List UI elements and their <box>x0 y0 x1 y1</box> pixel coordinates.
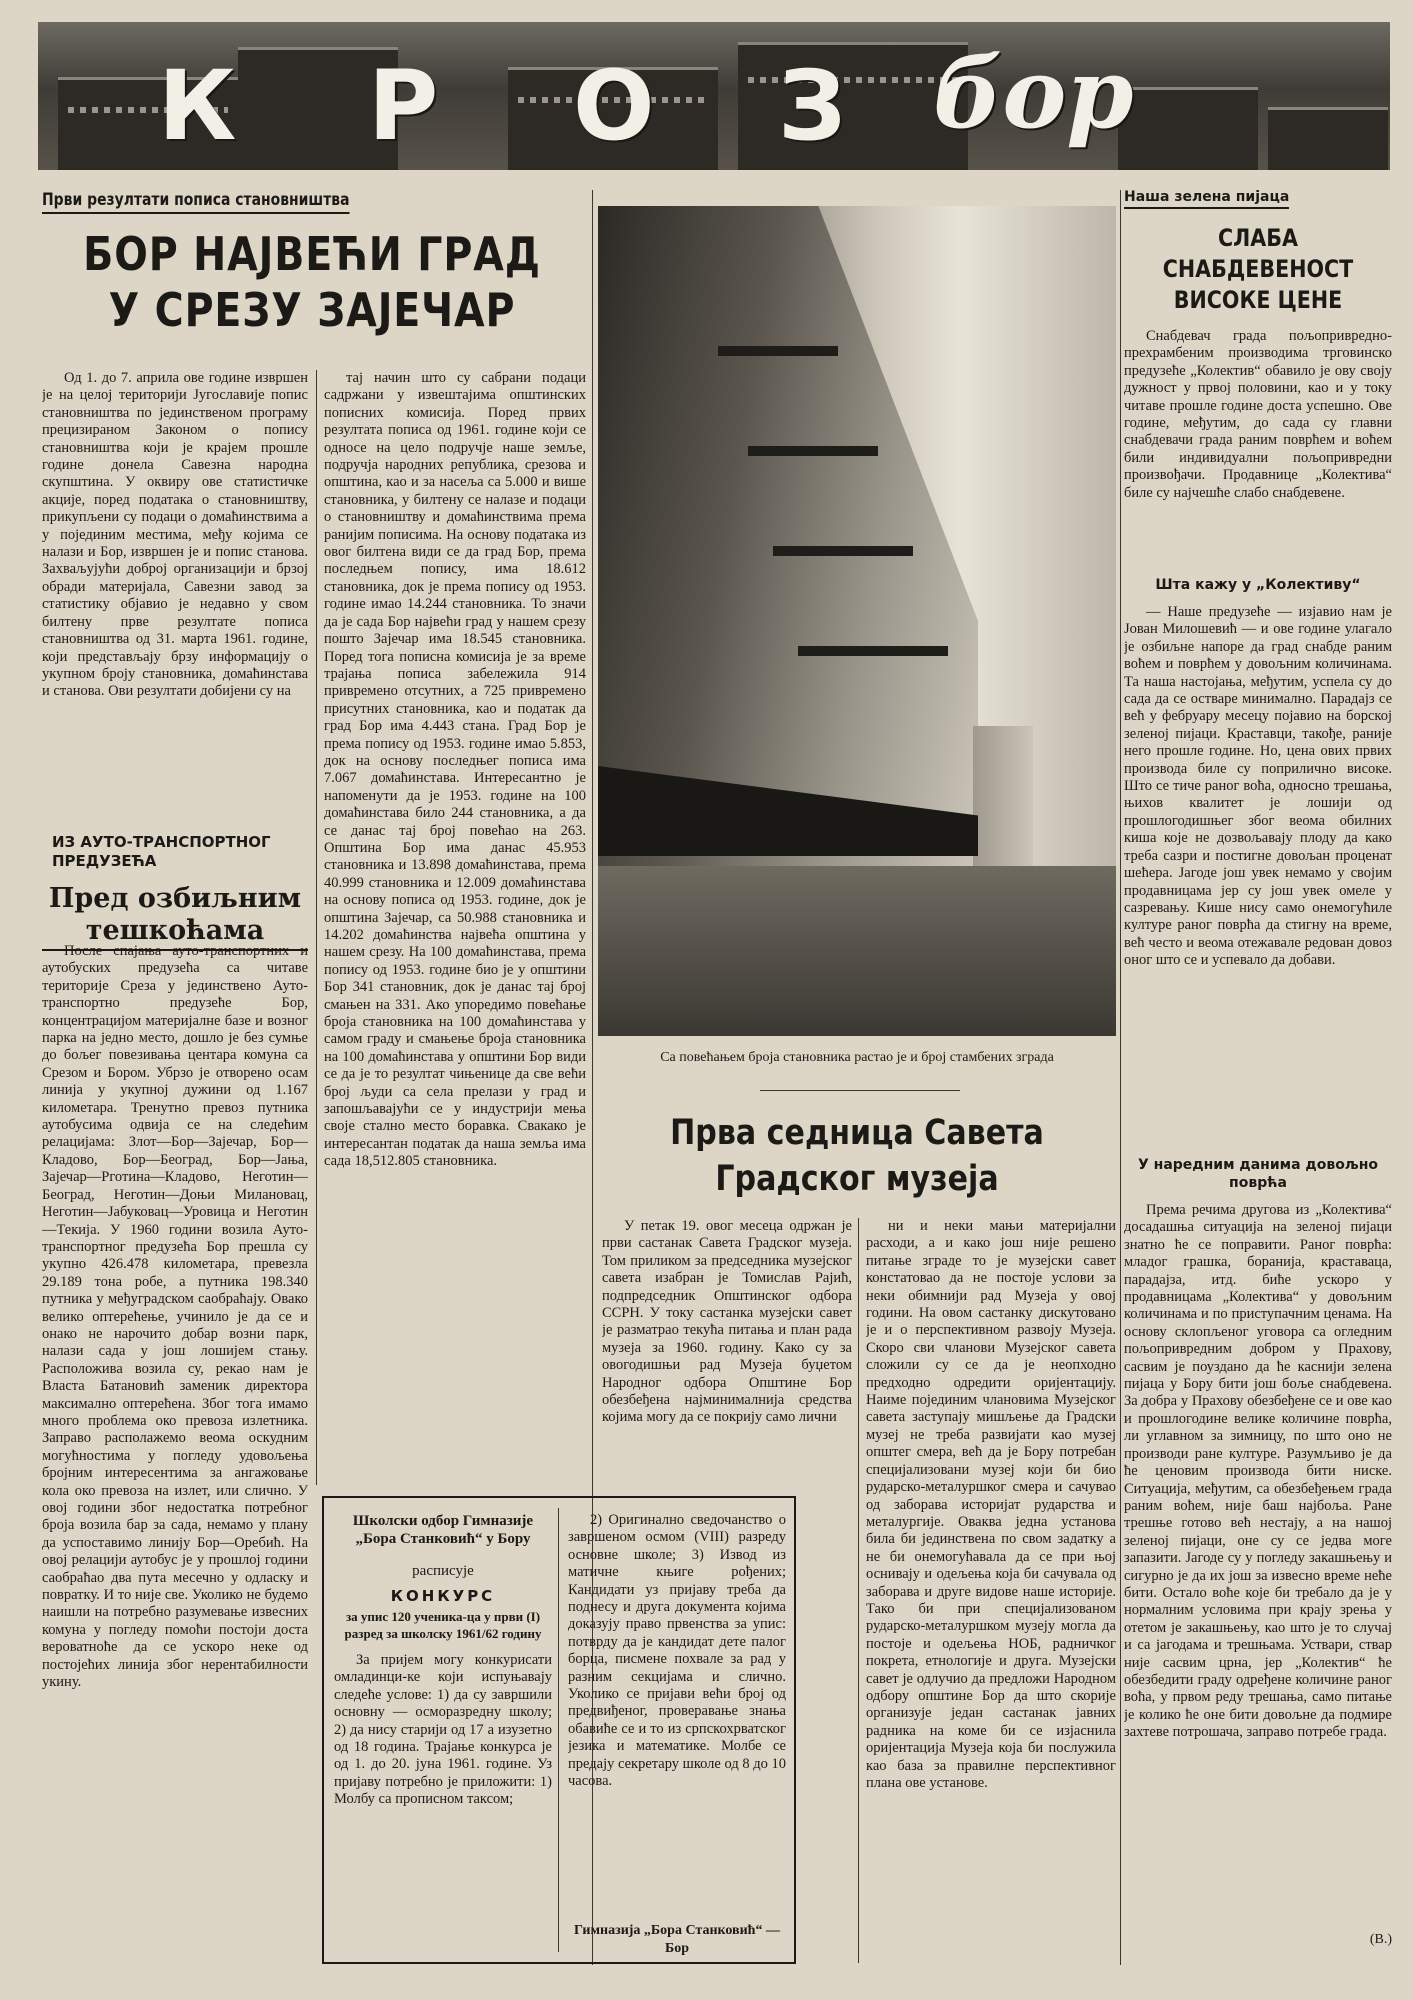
school-notice-right <box>568 1512 786 1958</box>
market-article <box>1124 186 1392 1948</box>
main-article-header <box>42 190 582 338</box>
school-notice-col1: За пријем могу конкурисати омладинци-ке који испуњавају следеће услове: 1) да су завршили основну — осморазредну школу; 2) да нису старији од 17 а изузетно од 18 година. Трајање конкурса је од 1. до 20. јуна 1961. године. Уз пријаву потребно је приложити: 1) Молбу са прописном таксом; <box>334 1652 552 1808</box>
photo-balcony <box>798 646 948 656</box>
transport-article-header <box>42 833 308 951</box>
market-title-line1: СЛАБА СНАБДЕВЕНОСТ <box>1162 224 1354 283</box>
building-silhouette <box>1118 87 1258 170</box>
market-title-line2: ВИСОКЕ ЦЕНЕ <box>1173 286 1343 314</box>
main-article-col2: тај начин што су сабрани подаци садржани у извештајима општинских пописних комисија. Поред првих резултата пописа од 1961. године који се односе на цело подручје наше земље, подручја народних република, срезова и општина, као и за насеља са 5.000 и више становника, у билтену се налазе и подаци о становништву и домаћинствима према ранијим пописима. На основу података из овог билтена види се да град Бор, према последњем попису, има 18.612 становника, док је према попису од 1953. године имао 14.244 становника. То значи да је сада Бор највећи град у нашем срезу пошто Зајечар има 18.545 становника. Поред тога пописна комисија је за време трајања пописа забележила 914 привремено отсутних, а 725 привремено присутних становника, као и податак да град Бор има 4.443 стана. Град Бор је према попису од 1953. године имао 5.853, док на основу последњег пописа има 7.067 домаћинстава. Интересантно је напоменути да је 1953. године на 100 домаћинстава било 244 становника, а да се данас тај број повећао на 263. Општина Бор има данас 45.953 становника и 13.898 домаћинстава, према 40.999 становника и 12.009 домаћинстава на основу пописа од 1953. године, док је општина Зајечар, са 50.988 становника и 14.202 домаћинства највећа општина у нашем срезу. На 100 домаћинстава, према попису од 1953. године био је у општини Бор 341 становник, док је данас тај број смањен на 331. Ако упоредимо повећање броја становника на 100 домаћинстава у самом граду и смањење броја становника на 100 домаћинстава у општини Бор види се да је то резултат чињенице да све већи број људи са села прелази у град и запошљавајући се у индустрији мења своје стално место боравка. Свакако је интересантан податак да наша земља има сада 18,512.805 становника. <box>324 370 586 1170</box>
market-article-kicker: Наша зелена пијаца <box>1124 189 1289 209</box>
column-rule <box>316 370 317 1485</box>
photo-balcony <box>773 546 913 556</box>
masthead-banner <box>38 22 1390 170</box>
masthead-letter: З <box>778 50 847 162</box>
school-notice-box <box>322 1496 796 1964</box>
museum-title-line2: Градског музеја <box>715 1159 999 1199</box>
museum-article-col1: У петак 19. овог месеца одржан је први састанак Савета Градског музеја. Том приликом за председника музејског савета изабран је Томислав Рајић, подпредседник Општинског одбора ССРН. У току састанка музејски савет је разматрао текућа питања и план рада музеја за 1960. годину. Како су за овогодишњи рад Музеја буџетом Народног одбора Општине Бор обезбеђена најминималнија средства којима могу да се покрију само лични <box>602 1218 852 1426</box>
market-author: (В.) <box>1369 1932 1392 1947</box>
masthead-city: бор <box>933 37 1134 150</box>
market-subhead2: У наредним данима довољно поврћа <box>1138 1157 1378 1191</box>
transport-article-title: Пред озбиљним тешкоћама <box>42 883 308 951</box>
transport-article-kicker: ИЗ АУТО-ТРАНСПОРТНОГ ПРЕДУЗЕЋА <box>52 833 271 870</box>
market-text3: Према речима другова из „Колектива“ досадашња ситуација на зеленој пијаци знатно ће се поправити. Раног поврћа: младог грашка, боранија, краставаца, парадајза, итд. биће ускоро у продавницама „Колектива“ у довољним количинама и по приступачним ценама. На основу склопљеног уговора са огледним пољопривредним добром у Прахову, сасвим је поуздано да ће каснији зелена пијаца у Бору бити још боље снабдевена. За добра у Прахову обезбеђене се и ове као и прошлогодине велике количине поврћа, ли углавном за зимницу, по што оно не производи ране културе. Разумљиво је да ће ценовим производа бити ниске. Ситуација, међутим, са обезбеђењем града раним воћем, није баш најбоља. Ране трешње готово већ нестају, а на нашој зеленој пијаци, оне су се једва моге запазити. Јагоде су у погледу закашњењу и сигурно је да их још за извесно време неће бити. Остало воће које би требало да је у нормалним условима при крају зрења у отетом је закашњењу, као што је то случај и са јагодама и трешњама. Уствари, ствар није сасвим црна, јер „Колектив“ ће обезбедити граду одређене количине раног воћа, у првом реду трешања, само питање је колико ће оне бити довољне да подмире захтеве потрошача, заправо потребе града. <box>1124 1202 1392 1741</box>
masthead-letter: О <box>573 50 655 162</box>
column-rule <box>1120 190 1121 1965</box>
column-rule <box>858 1218 859 1963</box>
building-photo <box>598 206 1116 1036</box>
main-article-title-line1: БОР НАЈВЕЋИ ГРАД <box>83 227 541 281</box>
school-notice-header: Школски одбор Гимназије „Бора Станковић“ у Бору <box>352 1513 534 1547</box>
photo-balcony <box>748 446 878 456</box>
school-notice-signature: Гимназија „Бора Станковић“ — Бор <box>574 1923 780 1956</box>
school-notice-left <box>334 1512 552 1900</box>
building-silhouette <box>1268 107 1388 170</box>
market-text1: Снабдевач града пољопривредно-прехрамбеним производима трговинско предузеће „Колектив“ обавило је ову своју дужност у првој половини, као и у току читаве прошле године доста успешно. Ове године, међутим, до сада су главни снабдевачи града раним поврћем и воћем били индивидуални пољопривредни произвођачи. Продавнице „Колектива“ биле су најчешће слабо снабдевене. <box>1124 328 1392 501</box>
transport-article-text: После спајања ауто-транспортних и аутобуских предузећа са читаве територије Среза у јединствено Ауто-транспортно предузеће Бор, концентрацијом материјалне базе и возног парка на једно место, дошло је без сумње до бољег повезивања центара комуна са Срезом и Бором. Убрзо је отворено осам линија у укупној дужини од 1.167 километара. Тренутно превоз путника аутобусима одвија се на следећим релацијама: Злот—Бор—Зајечар, Бор—Кладово, Бор—Београд, Бор—Јања, Зајечар—Рготина—Кладово, Неготин—Београд, Неготин—Доњи Милановац, Неготин—Јабуковац—Уровица и Неготин—Текија. У 1960 години возила Ауто-транспортног предузећа Бор прешла су укупно 426.478 километара, превезла 29.189 тона робе, а путника 198.340 путника у међуградском саобраћају. Овако велико оптерећење, учинило је да се и онако не нарочито добар возни парк, налази сада у још лошијем стању. Расположива возила су, рекао нам је Власта Батановић заменик директора максимално оптерећена. Због тога имамо много проблема око превоза излетника. Заправо располажемо веома оскудним могућностима у погледу удовољења бројним интересентима за ангажовање кола око превоза на излет, или слично. У овој години због недостатка потребног броја возила бар за сада, немамо у плану да успоставимо линију Бор—Оребић. На овој релацији аутобус је у прошлој години саобраћао два пута месечно у одласку и повратку. И то није све. Уколико не будемо наишли на потребно разумевање извесних комуна у погледу помоћи постоји доста вероватноће да се ускоро неке од постојећих линија због нерентабилности укину. <box>42 943 308 1691</box>
museum-article-col2: ни и неки мањи материјални расходи, а и како још није решено питање зграде то је музејски савет констатовао да не постоје услови за неки обимнији рад Музеја у овој години. На овом састанку дискутовано је и о перспективном развоју Музеја. Скоро сви чланови Музејског савета сложили су се да је неопходно предходно одредити оријентацију. Наиме појединим члановима Музејског савета заступају мишљење да Градски музеј не треба развијати као музеј општег смера, већ да је Бору потребан специјализовани музеј који би био рударско-металуршког смера и сачувао од заборава историјат рударства и металургије. Оваква једна установа била би јединствена по свом задатку а не би онемогућавала да се при њој оснивају и одељења која би сачувала од заборава и друге видове наше историје. Тако би при специјализованом рударско-металуршком музеју могла да постоје и одељења НОБ, радничког покрета, етнологије и друга. Музејски савет је одлучио да предложи Народном одбору општине Бор да што скорије организује један састанак јавних радника на коме би се изјаснила оријентација Музеја која би послужила као база за правилне перспективног плана ове установе. <box>866 1218 1116 1791</box>
school-notice-title: КОНКУРС <box>390 1587 496 1605</box>
masthead-letter: К <box>158 50 237 162</box>
main-article-kicker: Први резултати пописа становништва <box>42 190 350 214</box>
museum-title-line1: Прва седница Савета <box>670 1113 1044 1153</box>
museum-article-title <box>634 1110 1079 1202</box>
market-text2: — Наше предузеће — изјавио нам је Јован Милошевић — и ове године улагало је озбиљне напоре да град снабде раним воћем и поврћем у довољним количинама. Та наша настојања, међутим, успела су до сада да се остваре минимално. Парадајз се већ у фебруару месецу појавио на борској зеленој пијаци. Краставци, такође, раније него прошле године. Но, цена ових првих производа биле су поприлично високе. Што се тиче раног воћа, односно трешања, њихов квалитет је лошији од прошлогодишњег због веома обилних киша које не дозвољавају плоду да како треба сазри и постигне довољан проценат шећера. Јагоде још увек немамо у својим продавницама јер су још увек омеле у сазревању. Кише нису само онемогућиле културе раног поврћа да стигну на време, већ често и веома отежавале редован довоз оног што се и успевало да добави. <box>1124 604 1392 969</box>
market-subhead1: Шта кажу у „Колективу“ <box>1155 577 1361 593</box>
main-article-title-line2: У СРЕЗУ ЗАЈЕЧАР <box>108 283 516 337</box>
masthead-letter: Р <box>368 50 439 162</box>
school-notice-col2: 2) Оригинално сведочанство о завршеном осмом (VIII) разреду основне школе; 3) Извод из матичне књиге рођених; Кандидати уз пријаву треба да поднесу и друга документа којима доказују право првенства за упис: потврду да је кандидат дете палог борца, писмене похвале за рад у разним секцијама и слично. Уколико се пријави већи број од предвиђеног, проверавање знања обавиће се и то из српскохрватског језика и математике. Молбе се предају секретару школе од 8 до 10 часова. <box>568 1512 786 1790</box>
photo-balcony <box>718 346 838 356</box>
column-rule <box>558 1508 559 1952</box>
school-notice-announces: расписује <box>412 1563 474 1579</box>
photo-street <box>598 866 1116 1036</box>
photo-caption: Са повећањем броја становника растао је и број стамбених зграда <box>660 1050 1054 1065</box>
caption-rule <box>760 1090 960 1091</box>
main-article-col1: Од 1. до 7. априла ове године извршен је на целој територији Југославије попис становништва по јединственом програму прецизираном Законом о попису становништва који је крајем прошле године донела Савезна народна скупштина. У оквиру ове статистичке акције, поред података о становништву, прикупљени су подаци о домаћинствима а у појединим местима, међу којима се налази и Бор, извршен је и попис станова. Захваљујући доброј организацији и брзој обради материјала, Савезни завод за статистику објавио је недавно у свом билтену прве резултате пописа становништва од 31. марта 1961. године, који представљају брзу информацију о укупном броју становника, домаћинстава и станова. Ови резултати добијени су на <box>42 370 308 700</box>
school-notice-subtitle: за упис 120 ученика-ца у први (I) разред за школску 1961/62 годину <box>344 1609 542 1641</box>
